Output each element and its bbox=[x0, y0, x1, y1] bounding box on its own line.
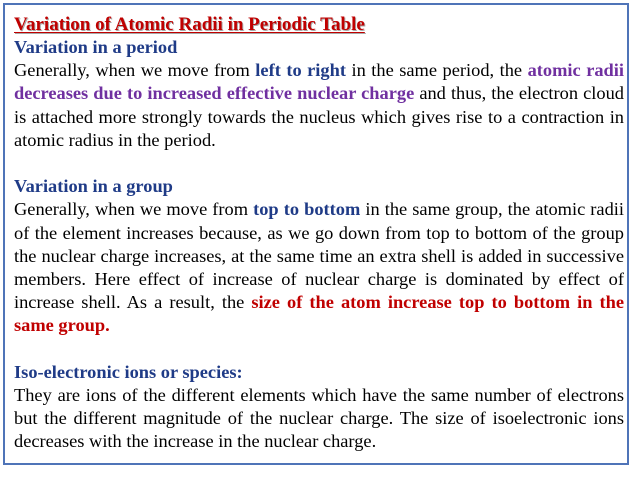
period-text-2: in the same period, the bbox=[345, 60, 528, 81]
group-highlight-conclusion: size of the atom increase top to bottom in the same group. bbox=[14, 292, 624, 336]
group-highlight-direction: top to bottom bbox=[253, 199, 361, 220]
group-text-2: in the same group, the atomic radii of the element increases because, as we go down from top to bottom of the group the nuclear charge increases, at the same time an extra shell is added in successive members. Here effect of increase of nuclear charge is dominated by effect of increase shell. As a result, the bbox=[14, 199, 625, 313]
period-text-3: and thus, the electron cloud is attached more strongly towards the nucleus which gives rise to a contraction in atomic radius in the period. bbox=[14, 83, 624, 150]
period-heading: Variation in a period bbox=[14, 37, 178, 57]
period-paragraph bbox=[14, 59, 624, 152]
slide-frame bbox=[3, 3, 629, 465]
group-text-1: Generally, when we move from bbox=[14, 199, 254, 220]
slide-title: Variation of Atomic Radii in Periodic Table bbox=[14, 14, 365, 35]
group-heading: Variation in a group bbox=[14, 176, 173, 197]
group-paragraph bbox=[14, 198, 624, 337]
period-highlight-direction: left to right bbox=[255, 60, 346, 81]
spacer bbox=[14, 338, 624, 361]
period-highlight-conclusion: atomic radii decreases due to increased effective nuclear charge bbox=[14, 60, 625, 104]
iso-paragraph: They are ions of the different elements which have the same number of electrons but the different magnitude of the nuclear charge. The size of isoelectronic ions decreases with the increase in the nuclear charge. bbox=[14, 385, 624, 452]
iso-heading: Iso-electronic ions or species: bbox=[14, 361, 243, 382]
slide-content bbox=[14, 13, 624, 454]
spacer bbox=[14, 152, 624, 175]
period-text-1: Generally, when we move from bbox=[14, 60, 256, 81]
